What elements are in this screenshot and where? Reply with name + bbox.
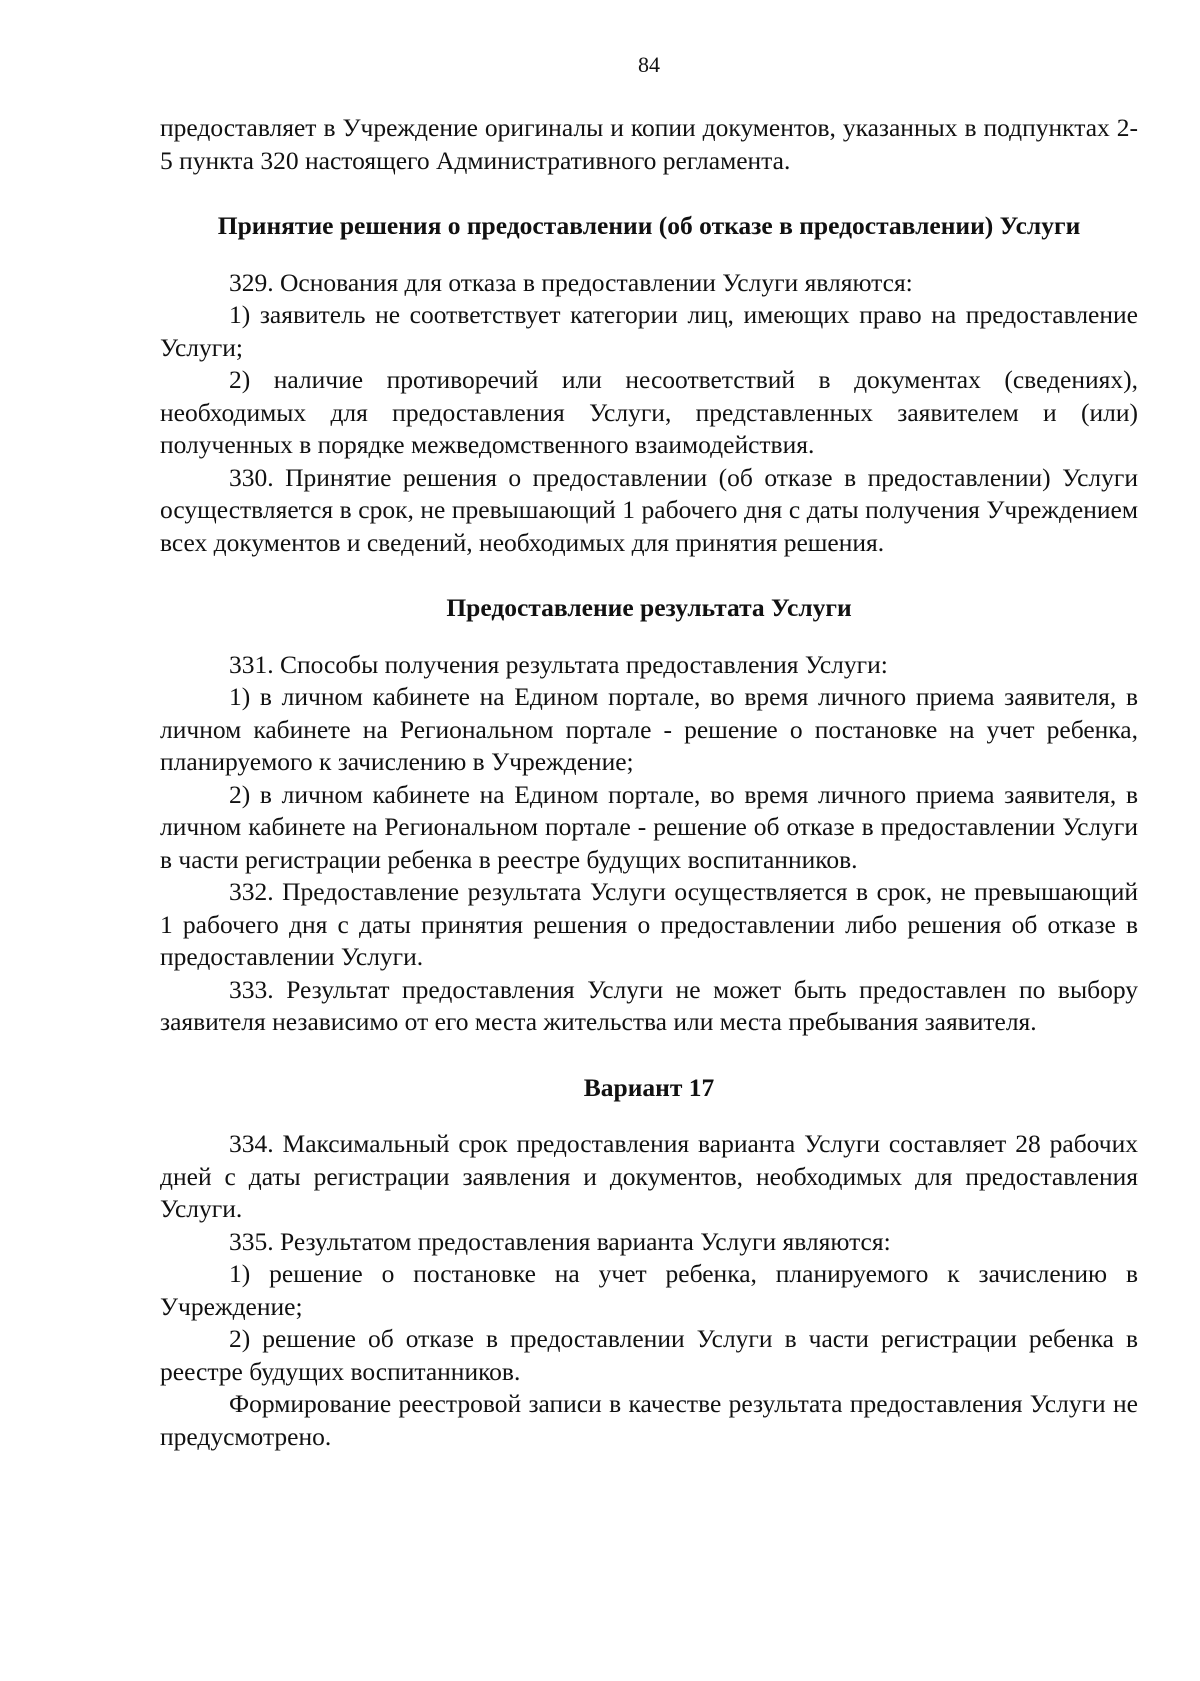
- paragraph-330: 330. Принятие решения о предоставлении (об отказе в предоставлении) Услуги осуществляется в срок, не превышающий 1 рабочего дня с даты получения Учреждением всех документов и сведений, необходимых для принятия решения.: [160, 462, 1138, 557]
- paragraph-335: 335. Результатом предоставления варианта Услуги являются:: [229, 1226, 891, 1256]
- paragraph-334: 334. Максимальный срок предоставления варианта Услуги составляет 28 рабочих дней с даты регистрации заявления и документов, необходимых для предоставления Услуги.: [160, 1129, 1138, 1223]
- paragraph-331-item-2: 2) в личном кабинете на Едином портале, во время личного приема заявителя, в личном кабинете на Региональном портале - решение об отказе в предоставлении Услуги в части регистрации ребенка в реестре будущих воспитанников.: [160, 779, 1138, 874]
- paragraph-329: 329. Основания для отказа в предоставлении Услуги являются:: [229, 267, 913, 297]
- paragraph-331: 331. Способы получения результата предоставления Услуги:: [229, 649, 888, 679]
- paragraph-intro: предоставляет в Учреждение оригиналы и копии документов, указанных в подпунктах 2-5 пункта 320 настоящего Административного регламента.: [160, 113, 1138, 175]
- paragraph-329-item-1: 1) заявитель не соответствует категории лиц, имеющих право на предоставление Услуги;: [160, 300, 1138, 362]
- heading-variant: Вариант 17: [583, 1072, 715, 1102]
- heading-decision: Принятие решения о предоставлении (об отказе в предоставлении) Услуги: [217, 211, 1081, 240]
- heading-result: Предоставление результата Услуги: [446, 593, 852, 622]
- paragraph-335-item-1: 1) решение о постановке на учет ребенка, планируемого к зачислению в Учреждение;: [160, 1259, 1138, 1321]
- paragraph-335-item-2: 2) решение об отказе в предоставлении Услуги в части регистрации ребенка в реестре будущих воспитанников.: [160, 1324, 1138, 1386]
- paragraph-331-item-1: 1) в личном кабинете на Едином портале, во время личного приема заявителя, в личном кабинете на Региональном портале - решение о постановке на учет ребенка, планируемого к зачислению в Учреждение;: [160, 682, 1138, 776]
- paragraph-329-item-2: 2) наличие противоречий или несоответствий в документах (сведениях), необходимых для предоставления Услуги, представленных заявителем и (или) полученных в порядке межведомственного взаимодействия.: [160, 365, 1138, 459]
- paragraph-registry: Формирование реестровой записи в качестве результата предоставления Услуги не предусмотрено.: [160, 1389, 1138, 1451]
- paragraph-332: 332. Предоставление результата Услуги осуществляется в срок, не превышающий 1 рабочего дня с даты принятия решения о предоставлении либо решения об отказе в предоставлении Услуги.: [160, 877, 1138, 971]
- paragraph-333: 333. Результат предоставления Услуги не может быть предоставлен по выбору заявителя независимо от его места жительства или места пребывания заявителя.: [160, 974, 1138, 1036]
- document-body: [160, 112, 1138, 1453]
- page-number: 84: [638, 52, 660, 77]
